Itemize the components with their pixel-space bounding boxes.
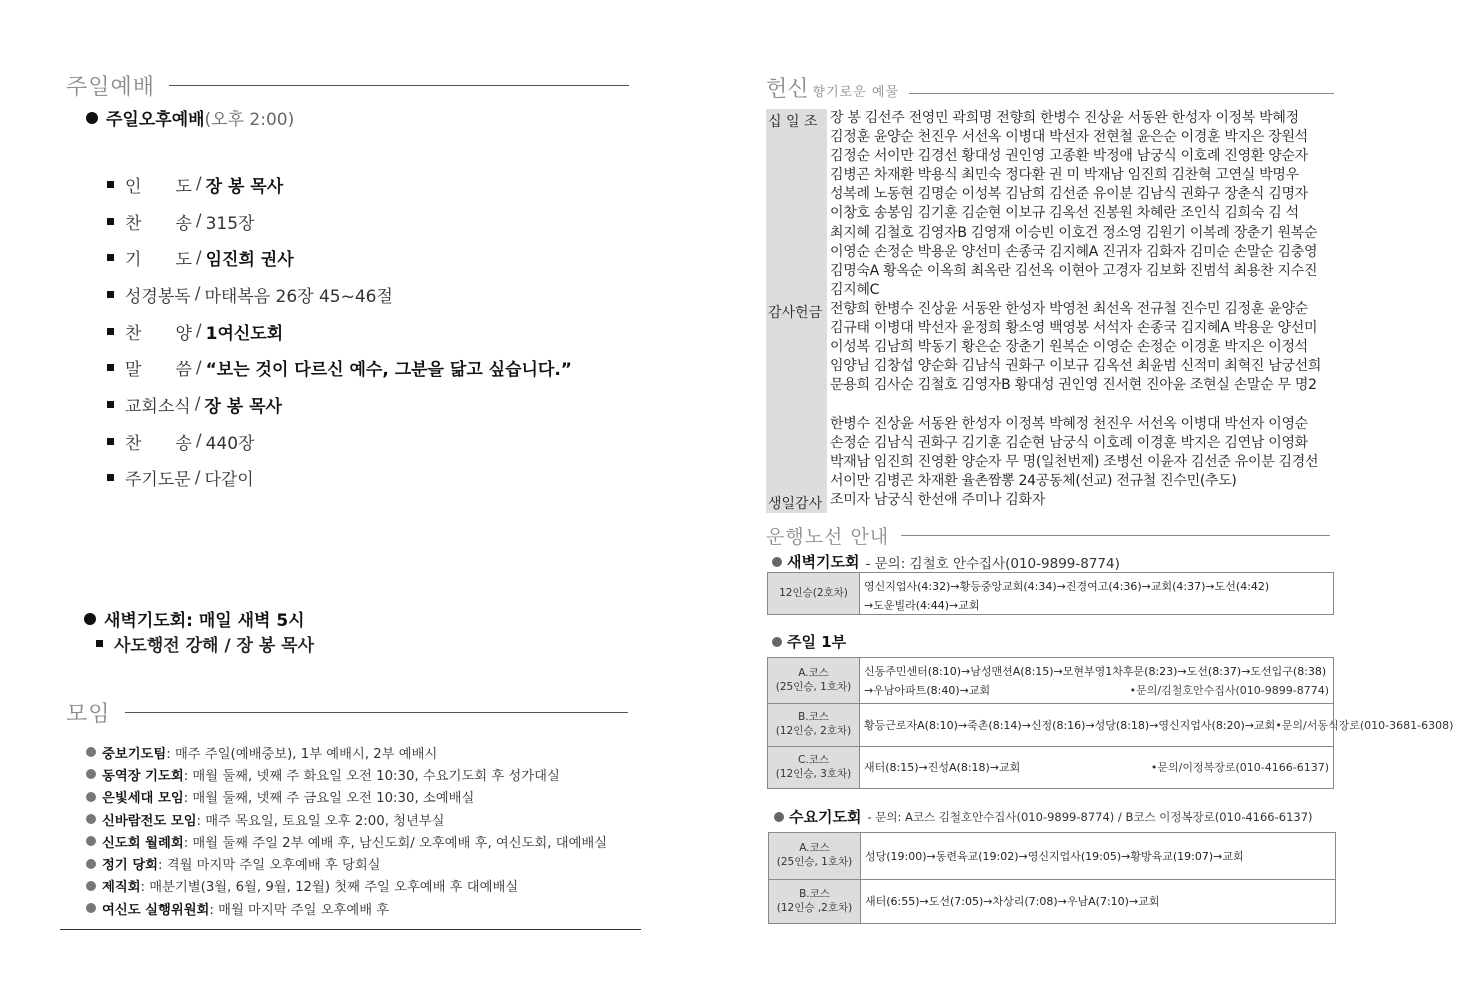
- route-stops-cont: →도운빌라(4:44)→교회: [864, 599, 980, 612]
- meeting-desc: : 매주 목요일, 토요일 오후 2:00, 청년부실: [196, 813, 445, 829]
- offering-names: [827, 109, 1341, 300]
- order-value: 1여신도회: [205, 323, 284, 344]
- order-separator: /: [194, 467, 201, 488]
- route-row: [768, 746, 1333, 788]
- route-stops-line2: [864, 596, 1329, 615]
- route-stops: [860, 573, 1333, 614]
- route-course: 12인승(2호차): [779, 586, 848, 599]
- offering-table: [766, 109, 1341, 513]
- meeting-desc: : 매분기별(3월, 6월, 9월, 12월) 첫째 주일 오후예배 후 대예배실: [140, 880, 519, 896]
- offering-name-line: 이성복 김남희 박동기 황은순 장춘기 원복순 이영순 손정순 이경훈 박지은 이정석: [830, 339, 1308, 356]
- order-item: [107, 166, 572, 203]
- offering-name-line: 김정순 서이만 김경선 황대성 권인영 고종환 박정애 남궁식 이호례 진영환 양순자: [830, 148, 1308, 165]
- bullet-square-icon: [107, 218, 114, 225]
- meetings-title-text: 모임: [66, 702, 111, 727]
- meeting-name: 정기 당회: [102, 858, 159, 874]
- meeting-desc: : 매월 둘째, 넷째 주 화요일 오전 10:30, 수요기도회 후 성가대실: [183, 768, 560, 784]
- meeting-name: 동역장 기도회: [102, 768, 184, 784]
- offering-row: [766, 109, 1341, 300]
- order-item: [107, 203, 572, 240]
- worship-order-list: [107, 166, 572, 496]
- bullet-square-icon: [107, 328, 114, 335]
- route-stops-line: 새터(8:15)→진성A(8:18)→교회: [864, 761, 1021, 774]
- route-capacity: (12인승, 2호차): [775, 725, 852, 737]
- order-item: [107, 386, 572, 423]
- bullet-dot-icon: [86, 836, 96, 846]
- offering-name-line: 손정순 김남식 권화구 김기훈 김순현 남궁식 이호례 이경훈 박지은 김연남 이영화: [830, 434, 1308, 451]
- bullet-square-icon: [107, 181, 114, 188]
- order-label: 교회소식: [125, 396, 191, 417]
- bullet-dot-icon: [86, 903, 96, 913]
- bullet-dot-icon: [772, 637, 782, 647]
- route-stops-line: 성당(19:00)→동련육교(19:02)→영신지업사(19:05)→황방육교(19:07)→교회: [865, 849, 1244, 863]
- bullet-dot-icon: [86, 769, 96, 779]
- meeting-desc: : 격월 마지막 주일 오후예배 후 당회실: [158, 858, 381, 874]
- title-rule: [901, 535, 1330, 536]
- order-separator: /: [195, 211, 202, 232]
- meeting-item: [86, 763, 607, 785]
- meetings-list: [86, 741, 607, 919]
- order-value: 장 봉 목사: [205, 176, 284, 197]
- meeting-item: [86, 875, 607, 897]
- service-time: (오후 2:00): [204, 110, 295, 130]
- route-capacity: (12인승, 3호차): [775, 767, 852, 780]
- order-value: 임진희 권사: [205, 250, 294, 271]
- route-vehicle-label: [769, 880, 861, 923]
- route-stops-line: 새터(6:55)→도선(7:05)→차상리(7:08)→우남A(7:10)→교회: [865, 895, 1160, 908]
- offering-name-line: 김병곤 차재환 박용식 최민숙 정다환 권 미 박재남 임진희 김찬혁 고연실 박명우: [830, 167, 1299, 184]
- route-vehicle-label: [768, 747, 860, 788]
- route-vehicle-label: [768, 704, 860, 746]
- sunday-route-name: 주일 1부: [787, 633, 847, 651]
- route-course: C.코스: [798, 753, 829, 766]
- offering-name-line: 문용희 김사순 김철호 김영자B 황대성 권인영 진서현 진아윤 조현실 손말순 무 명2: [830, 377, 1317, 394]
- route-contact: •문의/이정복장로(010-4166-6137): [1150, 761, 1329, 774]
- route-course: A.코스: [798, 666, 829, 679]
- offering-name-line: 전향희 한병수 진상윤 서동완 한성자 박영천 최선옥 전규철 진수민 김정훈 윤양순: [830, 300, 1308, 317]
- dawn-prayer-sub: [96, 631, 314, 656]
- offering-names: [827, 491, 1341, 513]
- order-label: 성경봉독: [125, 286, 191, 307]
- route-row: [768, 573, 1333, 614]
- route-row: [769, 879, 1335, 923]
- worship-section-title: [66, 70, 629, 101]
- dawn-route-name: 새벽기도회: [787, 553, 860, 571]
- bullet-dot-icon: [774, 812, 784, 822]
- bullet-square-icon: [107, 474, 114, 481]
- meeting-item: [86, 852, 607, 874]
- worship-title-text: 주일예배: [66, 75, 156, 100]
- route-row: [768, 703, 1454, 746]
- bullet-dot-icon: [84, 613, 96, 625]
- order-separator: /: [195, 321, 202, 342]
- order-label-end: 송: [175, 433, 192, 454]
- bullet-dot-icon: [86, 859, 96, 869]
- order-separator: /: [195, 431, 202, 452]
- offering-section-title: [766, 72, 1334, 103]
- order-label-end: 송: [175, 213, 192, 234]
- offering-name-line: 임양님 김창섭 양순화 김남식 권화구 이보규 김옥선 최윤범 신적미 최혁진 남궁선희: [830, 358, 1322, 375]
- offering-name-line: 장 봉 김선주 전영민 곽희명 전향희 한병수 진상윤 서동완 한성자 이정복 박혜정: [830, 110, 1299, 126]
- route-stops: [860, 747, 1333, 788]
- order-label: 찬: [125, 213, 142, 234]
- meeting-item: [86, 897, 607, 919]
- bullet-dot-icon: [86, 792, 96, 802]
- offering-category: 십 일 조: [766, 109, 827, 300]
- route-vehicle-label: [769, 833, 861, 879]
- offering-name-line: 성복례 노동현 김명순 이성복 김남희 김선준 유이분 김남식 권화구 장춘식 김명자: [830, 186, 1308, 203]
- route-vehicle-label: [768, 573, 860, 614]
- order-separator: /: [194, 284, 201, 305]
- bullet-dot-icon: [86, 747, 96, 757]
- order-value: 마태복음 26장 45~46절: [204, 286, 393, 307]
- offering-row: [766, 300, 1341, 491]
- offering-row: [766, 491, 1341, 513]
- bullet-square-icon: [107, 291, 114, 298]
- bullet-square-icon: [107, 401, 114, 408]
- route-course: B.코스: [798, 711, 829, 724]
- route-stops-line: 영신지업사(4:32)→황등중앙교회(4:34)→진경여고(4:36)→교회(4:37)→도선(4:42): [864, 580, 1270, 593]
- meeting-name: 은빛세대 모임: [102, 791, 184, 807]
- order-label-end: 양: [175, 323, 192, 344]
- offering-name-line: 김정훈 윤양순 천진우 서선옥 이병대 박선자 전현철 윤은순 이경훈 박지은 장원석: [830, 129, 1308, 146]
- meeting-name: 제직회: [102, 880, 141, 896]
- meeting-desc: : 매월 둘째, 넷째 주 금요일 오전 10:30, 소예배실: [183, 791, 475, 807]
- dawn-route-contact: - 문의: 김철호 안수집사(010-9899-8774): [865, 555, 1120, 572]
- order-item: [107, 349, 572, 386]
- dawn-route-heading: [772, 551, 1120, 572]
- meeting-desc: : 매월 둘째 주일 2부 예배 후, 남신도회/ 오후예배 후, 여신도회, 대예배실: [183, 835, 608, 851]
- offering-name-line: 이영순 손정순 박용운 양선미 손종국 김지혜A 진귀자 김화자 김미순 손말순 김충영: [830, 243, 1318, 260]
- wednesday-route-heading: [774, 806, 1313, 827]
- dawn-prayer-sub-text: 사도행전 강해 / 장 봉 목사: [114, 636, 315, 656]
- dawn-route-table: [767, 572, 1334, 615]
- afternoon-service-heading: [86, 105, 294, 130]
- route-stops: [860, 658, 1333, 703]
- route-stops-line2: [864, 681, 1329, 700]
- bullet-square-icon: [107, 364, 114, 371]
- service-name: 주일오후예배: [106, 110, 205, 130]
- offering-name-line: 최지혜 김철호 김영자B 김영재 이승빈 이호건 정소영 김원기 이복례 장춘기 원복순: [830, 224, 1318, 241]
- route-row: [768, 658, 1333, 703]
- order-label: 말: [125, 360, 142, 381]
- order-separator: /: [194, 394, 201, 415]
- route-stops: [860, 704, 1457, 746]
- title-rule: [125, 712, 628, 713]
- order-label: 인: [125, 176, 142, 197]
- route-capacity: (25인승, 1호차): [776, 856, 853, 868]
- sunday-route-table: [767, 657, 1454, 789]
- order-label: 주기도문: [125, 470, 191, 491]
- bullet-square-icon: [107, 438, 114, 445]
- order-label-end: 도: [175, 176, 192, 197]
- route-course: A.코스: [799, 842, 830, 855]
- order-item: [107, 239, 572, 276]
- order-value: 315장: [205, 213, 255, 234]
- meeting-item: [86, 741, 607, 763]
- order-label: 찬: [125, 323, 142, 344]
- order-value: 440장: [205, 433, 255, 454]
- order-item: [107, 423, 572, 460]
- offering-subtitle: 향기로운 예물: [812, 85, 899, 100]
- bullet-dot-icon: [86, 112, 98, 124]
- order-value: 다같이: [204, 470, 254, 491]
- route-stops-line: 황등근로자A(8:10)→죽촌(8:14)→신정(8:16)→성당(8:18)→영신지업사(8:20)→교회: [864, 718, 1276, 732]
- offering-category: 감사헌금: [766, 300, 827, 491]
- order-item: [107, 460, 572, 497]
- order-label-end: 도: [175, 250, 192, 271]
- wednesday-route-contact: - 문의: A코스 김철호안수집사(010-9899-8774) / B코스 이정복장로(010-4166-6137): [867, 809, 1313, 824]
- route-row: [769, 833, 1335, 879]
- order-item: [107, 276, 572, 313]
- meeting-item: [86, 808, 607, 830]
- route-capacity: (25인승, 1호차): [775, 680, 852, 693]
- route-contact: •문의/김철호안수집사(010-9899-8774): [1129, 684, 1329, 697]
- order-label: 찬: [125, 433, 142, 454]
- bullet-dot-icon: [772, 557, 782, 567]
- order-value: “보는 것이 다르신 예수, 그분을 닮고 싶습니다.”: [205, 360, 572, 381]
- offering-name-line: 조미자 남궁식 한선애 주미나 김화자: [830, 491, 1045, 508]
- routes-section-title: [766, 522, 1330, 549]
- offering-name-line: 김규태 이병대 박선자 윤정희 황소영 백영봉 서석자 손종국 김지혜A 박용운 양선미: [830, 320, 1318, 337]
- meeting-name: 신바람전도 모임: [102, 813, 197, 829]
- order-value: 장 봉 목사: [204, 396, 282, 417]
- offering-category: 생일감사: [766, 491, 827, 513]
- routes-title: 운행노선 안내: [766, 526, 890, 548]
- wednesday-route-table: [768, 832, 1336, 924]
- bottom-rule: [60, 929, 641, 930]
- offering-name-line: 서이만 김병곤 차재환 율촌짬뽕 24공동체(선교) 전규철 진수민(추도): [830, 472, 1237, 489]
- route-contact: •문의/서동식장로(010-3681-6308): [1275, 718, 1454, 732]
- meeting-desc: : 매월 마지막 주일 오후예배 후: [209, 902, 390, 918]
- bullet-square-icon: [107, 254, 114, 261]
- offering-name-line: 김명숙A 황옥순 이옥희 최옥란 김선옥 이현아 고경자 김보화 진범석 최용찬 지수진: [830, 262, 1318, 279]
- meetings-section-title: [66, 697, 628, 728]
- order-item: [107, 313, 572, 350]
- offering-name-line: [830, 395, 1341, 414]
- route-stops-line: 신동주민센터(8:10)→남성맨션A(8:15)→모현부영1차후문(8:23)→도선(8:37)→도선입구(8:38): [864, 665, 1327, 678]
- order-label-end: 씀: [175, 360, 192, 381]
- meeting-name: 중보기도팀: [102, 746, 167, 762]
- dawn-prayer-title: 새벽기도회: 매일 새벽 5시: [104, 611, 305, 631]
- meeting-name: 여신도 실행위원회: [102, 902, 210, 918]
- order-separator: /: [195, 247, 202, 268]
- wednesday-route-name: 수요기도회: [789, 808, 862, 826]
- meeting-item: [86, 786, 607, 808]
- offering-name-line: 김지혜C: [830, 281, 880, 298]
- route-stops-cont: →우남아파트(8:40)→교회: [864, 684, 991, 697]
- sunday-route-heading: [772, 631, 846, 652]
- meeting-desc: : 매주 주일(예배중보), 1부 예배시, 2부 예배시: [166, 746, 438, 762]
- offering-name-line: 박재남 임진희 진영환 양순자 무 명(일천번제) 조병선 이윤자 김선준 유이분 김경선: [830, 453, 1319, 470]
- offering-names: [827, 300, 1341, 491]
- order-separator: /: [195, 174, 202, 195]
- bullet-dot-icon: [86, 881, 96, 891]
- bullet-dot-icon: [86, 814, 96, 824]
- bullet-square-icon: [96, 640, 103, 647]
- route-stops: [861, 880, 1335, 923]
- title-rule: [169, 85, 629, 86]
- order-label: 기: [125, 250, 142, 271]
- title-rule: [909, 93, 1334, 94]
- offering-name-line: 이창호 송봉임 김기훈 김순현 이보규 김옥선 진봉원 차혜란 조인식 김희숙 김 석: [830, 205, 1299, 222]
- dawn-prayer-heading: [84, 606, 305, 631]
- meeting-item: [86, 830, 607, 852]
- meeting-name: 신도회 월례회: [102, 835, 184, 851]
- order-separator: /: [195, 357, 202, 378]
- route-course: B.코스: [799, 887, 830, 900]
- offering-title: 헌신: [766, 77, 809, 102]
- route-vehicle-label: [768, 658, 860, 703]
- offering-name-line: 한병수 진상윤 서동완 한성자 이정복 박혜정 천진우 서선옥 이병대 박선자 이영순: [830, 415, 1308, 432]
- route-stops: [861, 833, 1335, 879]
- route-capacity: (12인승 ,2호차): [776, 901, 853, 914]
